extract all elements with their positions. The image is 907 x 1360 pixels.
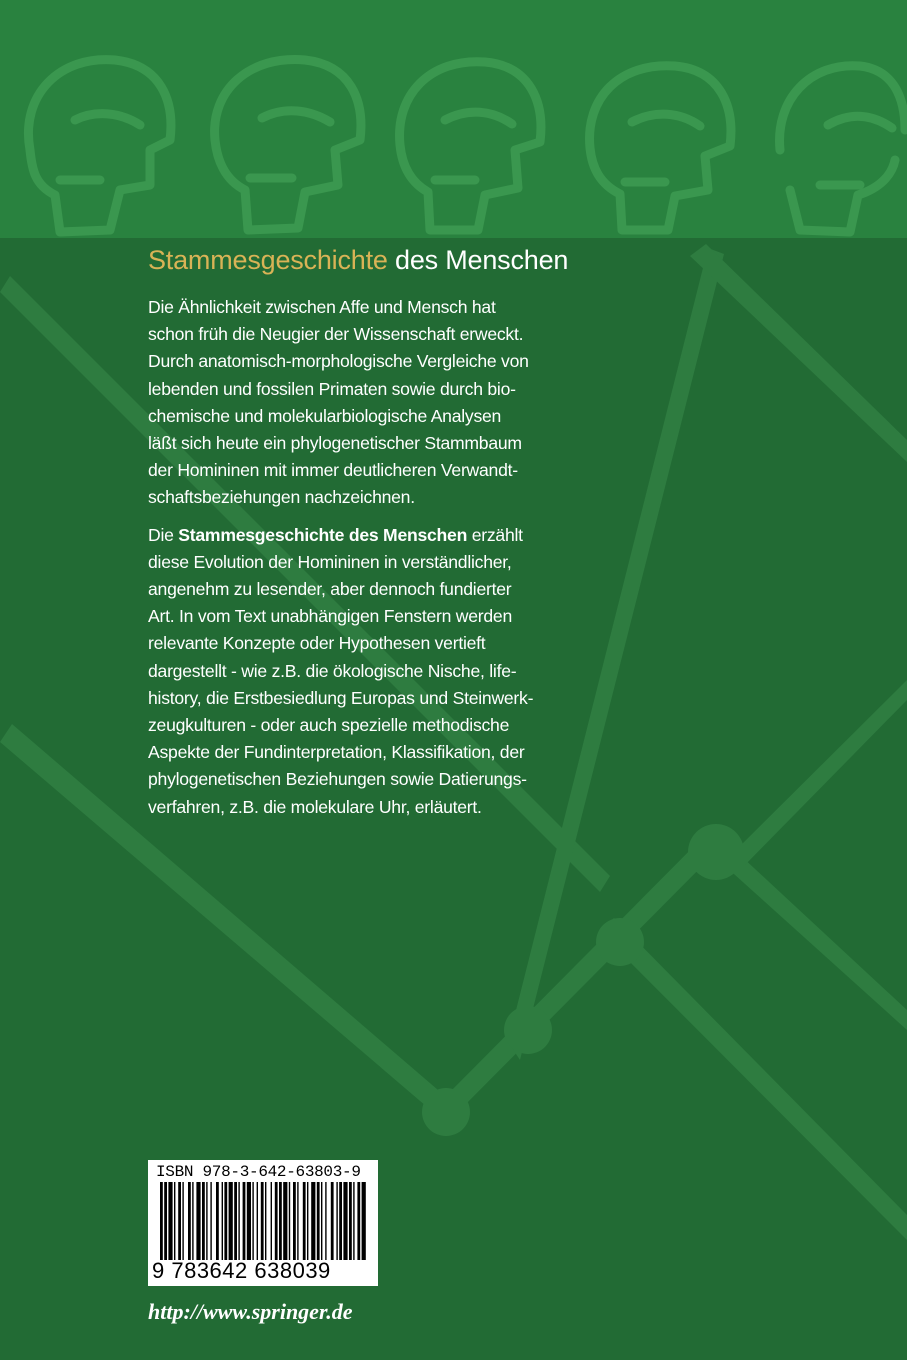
- blurb-line: chemische und molekularbiologische Analysen: [148, 405, 502, 426]
- blurb-line: verfahren, z.B. die molekulare Uhr, erläutert.: [148, 796, 482, 817]
- blurb-paragraph-1: [148, 294, 588, 512]
- blurb-line: diese Evolution der Homininen in verständlicher,: [148, 551, 512, 572]
- blurb-line: der Homininen mit immer deutlicheren Verwandt-: [148, 460, 518, 481]
- blurb-line: [148, 522, 588, 549]
- blurb-line: phylogenetischen Beziehungen sowie Datierungs-: [148, 769, 527, 790]
- blurb-line: läßt sich heute ein phylogenetischer Stammbaum: [148, 433, 522, 454]
- blurb-line: relevante Konzepte oder Hypothesen vertieft: [148, 633, 486, 654]
- blurb-line: Aspekte der Fundinterpretation, Klassifikation, der: [148, 742, 525, 763]
- heading-rest: des Menschen: [387, 245, 569, 275]
- blurb-line: dargestellt - wie z.B. die ökologische Nische, life-: [148, 660, 517, 681]
- ean-number: 9 783642 638039: [152, 1258, 331, 1283]
- blurb-line: history, die Erstbesiedlung Europas und Steinwerk-: [148, 687, 534, 708]
- skull-line-art: [28, 60, 905, 232]
- barcode-icon: [160, 1182, 366, 1260]
- publisher-url[interactable]: http://www.springer.de: [148, 1299, 353, 1324]
- blurb-line: Durch anatomisch-morphologische Vergleiche von: [148, 351, 529, 372]
- isbn-label: ISBN 978-3-642-63803-9: [156, 1163, 361, 1181]
- blurb-line: Die Ähnlichkeit zwischen Affe und Mensch hat: [148, 297, 496, 317]
- blurb-line: lebenden und fossilen Primaten sowie durch bio-: [148, 378, 516, 399]
- heading-accent: Stammesgeschichte: [148, 245, 388, 275]
- blurb-line: zeugkulturen - oder auch spezielle methodische: [148, 715, 510, 736]
- blurb-line: schon früh die Neugier der Wissenschaft erweckt.: [148, 324, 524, 345]
- blurb-line: Art. In vom Text unabhängigen Fenstern werden: [148, 606, 512, 627]
- barcode: [148, 1160, 378, 1286]
- book-title-inline: Stammesgeschichte des Menschen: [178, 524, 468, 545]
- blurb-line: angenehm zu lesender, aber dennoch fundierter: [148, 579, 512, 600]
- blurb: [148, 294, 588, 831]
- blurb-line: schaftsbeziehungen nachzeichnen.: [148, 487, 415, 508]
- cover-heading: [148, 241, 568, 279]
- blurb-suffix: erzählt: [467, 524, 523, 545]
- blurb-paragraph-2: [148, 522, 588, 821]
- blurb-prefix: Die: [148, 524, 179, 545]
